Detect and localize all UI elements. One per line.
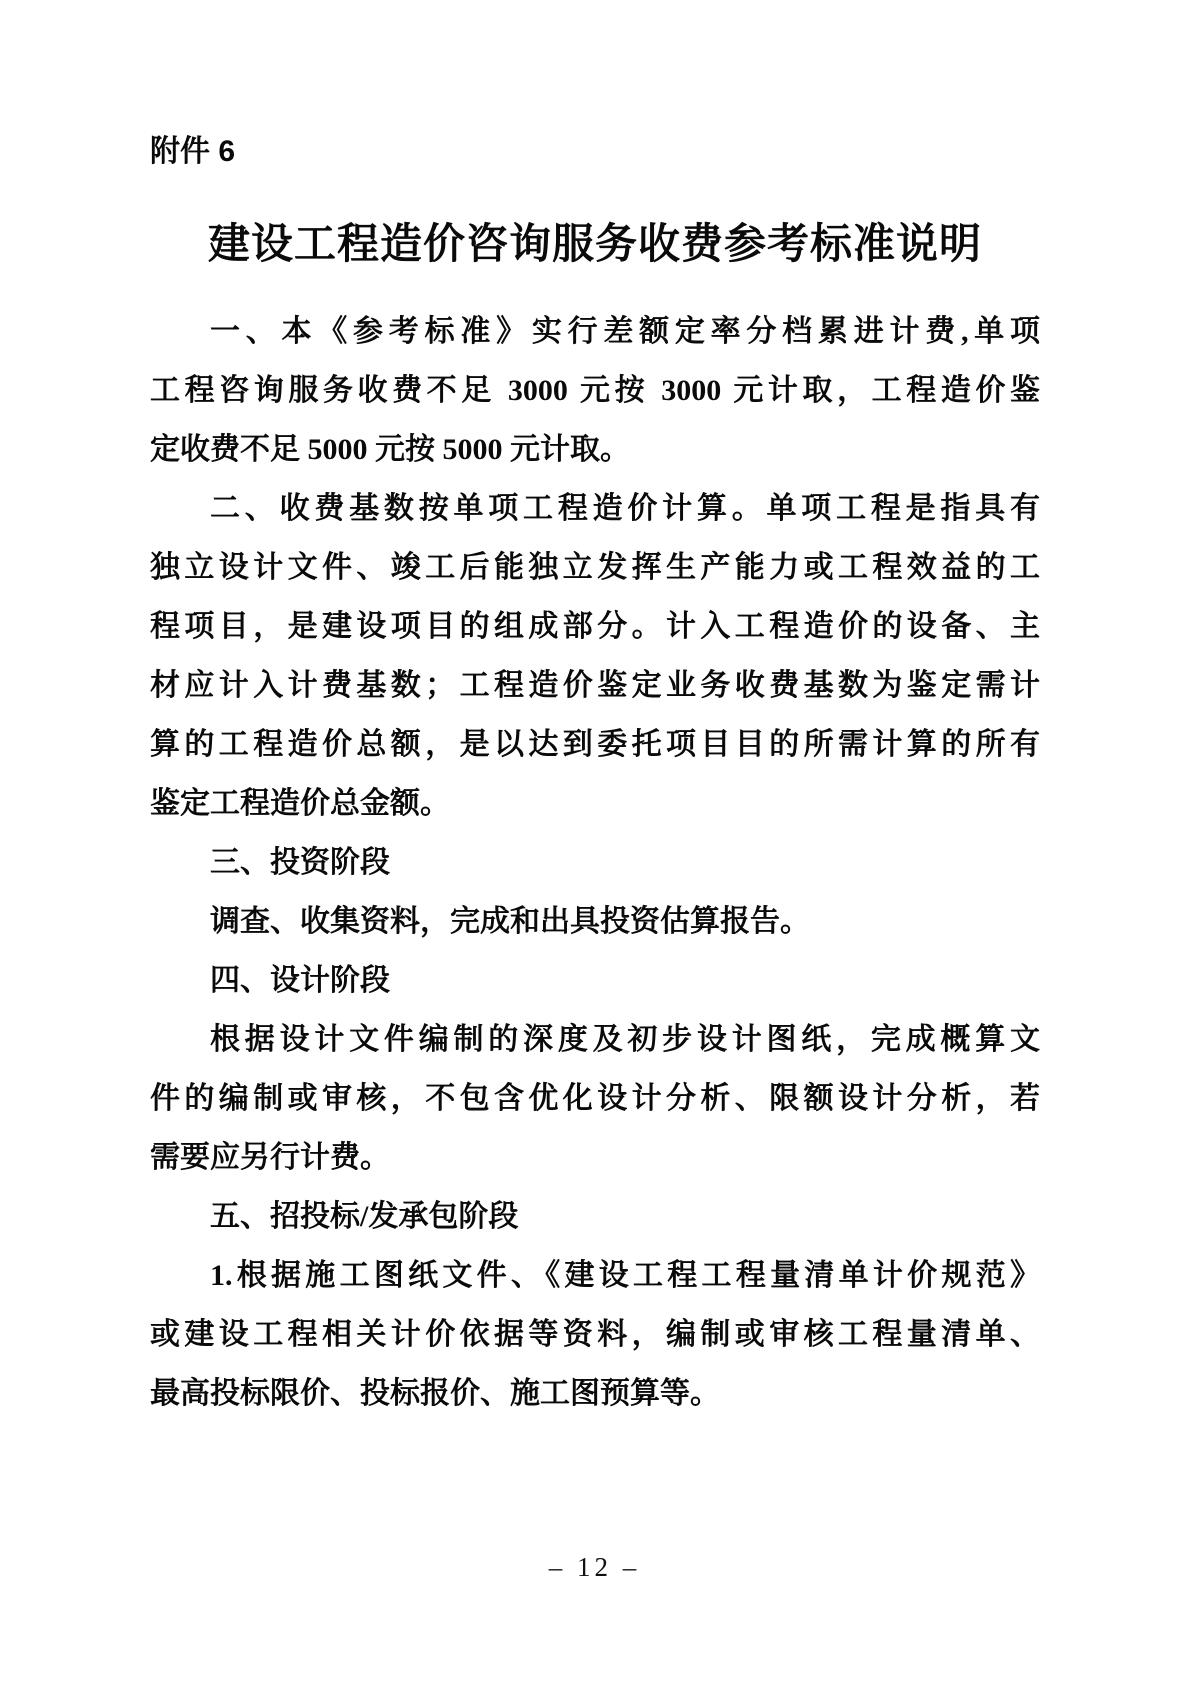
paragraph (150, 951, 1040, 1010)
body-line: 材应计入计费基数；工程造价鉴定业务收费基数为鉴定需计 (150, 669, 1040, 702)
body-line: 工程咨询服务收费不足 3000 元按 3000 元计取，工程造价鉴 (150, 374, 1040, 407)
body-line: 独立设计文件、竣工后能独立发挥生产能力或工程效益的工 (150, 551, 1040, 584)
paragraph (150, 833, 1040, 892)
body-line: 件的编制或审核，不包含优化设计分析、限额设计分析，若 (150, 1082, 1040, 1115)
attachment-label: 附件 6 (150, 135, 236, 168)
paragraph (150, 1010, 1040, 1187)
body-line: 三、投资阶段 (210, 846, 390, 879)
body-line: 最高投标限价、投标报价、施工图预算等。 (150, 1377, 720, 1410)
body-line: 鉴定工程造价总金额。 (150, 787, 450, 820)
body-line: 二、收费基数按单项工程造价计算。单项工程是指具有 (210, 492, 1040, 525)
document-content (150, 0, 1040, 1423)
body-line: 一、本《参考标准》实行差额定率分档累进计费,单项 (210, 315, 1040, 348)
body-line: 或建设工程相关计价依据等资料，编制或审核工程量清单、 (150, 1318, 1040, 1351)
body-line: 五、招投标/发承包阶段 (210, 1200, 519, 1233)
paragraph (150, 302, 1040, 479)
body-line: 程项目，是建设项目的组成部分。计入工程造价的设备、主 (150, 610, 1040, 643)
body-line: 调查、收集资料，完成和出具投资估算报告。 (210, 905, 810, 938)
body-line: 需要应另行计费。 (150, 1141, 390, 1174)
document-body (150, 302, 1040, 1423)
body-line: 定收费不足 5000 元按 5000 元计取。 (150, 433, 630, 466)
paragraph (150, 1187, 1040, 1246)
paragraph (150, 892, 1040, 951)
page-number: – 12 – (548, 1552, 641, 1582)
body-line: 四、设计阶段 (210, 964, 390, 997)
body-line: 算的工程造价总额，是以达到委托项目目的所需计算的所有 (150, 728, 1040, 761)
paragraph (150, 1246, 1040, 1423)
paragraph (150, 479, 1040, 833)
body-line: 1.根据施工图纸文件、《建设工程工程量清单计价规范》 (210, 1259, 1040, 1292)
body-line: 根据设计文件编制的深度及初步设计图纸，完成概算文 (210, 1023, 1040, 1056)
document-title: 建设工程造价咨询服务收费参考标准说明 (207, 220, 982, 267)
